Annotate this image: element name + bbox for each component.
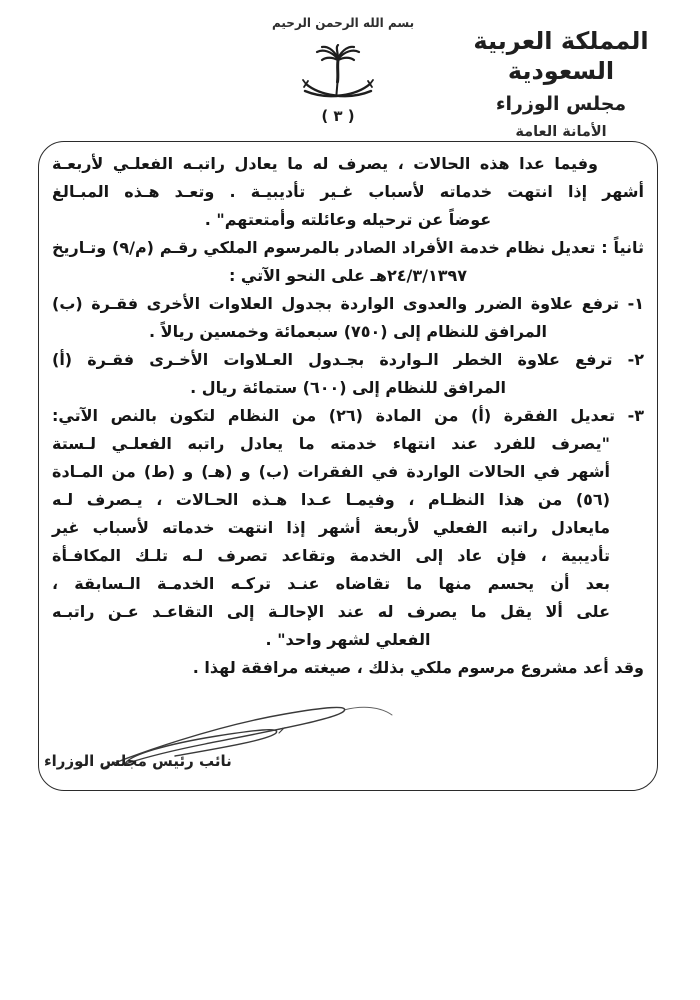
body-line-2: أشهر إذا انتهت خدماته لأسباب غـير تأديبيـة . وتعـد هـذه المبـالغ — [52, 182, 644, 201]
body-line-7: المرافق للنظام إلى (٧٥٠) سبعمائة وخمسين ريالاً . — [149, 322, 547, 341]
body-line-19: وقد أعد مشروع مرسوم ملكي بذلك ، صيغته مرافقة لهذا . — [192, 658, 644, 677]
body-line-3: عوضاً عن ترحيله وعائلته وأمتعتهم" . — [204, 210, 492, 229]
body-line-1: وفيما عدا هذه الحالات ، يصرف له ما يعادل راتبـه الفعلـي لأربعـة — [52, 154, 598, 173]
body-line-18: الفعلي لشهر واحد" . — [265, 630, 431, 649]
body-line-4: ثانياً : تعديل نظام خدمة الأفراد الصادر بالمرسوم الملكي رقـم (م/٩) وتـاريخ — [52, 238, 645, 257]
body-line-15: تأديبية ، فإن عاد إلى الخدمة وتقاعد تصرف لـه تلـك المكافـأة — [52, 546, 610, 565]
signatory-title: نائب رئيس مجلس الوزراء — [44, 752, 232, 770]
body-line-10: ٣- تعديل الفقرة (أ) من المادة (٢٦) من النظام لتكون بالنص الآتي: — [52, 406, 644, 425]
body-line-9: المرافق للنظام إلى (٦٠٠) ستمائة ريال . — [190, 378, 506, 397]
letterhead-secretariat-title: الأمانة العامة — [515, 124, 607, 140]
document-body — [52, 150, 644, 682]
body-line-11: "يصرف للفرد عند انتهاء خدمته ما يعادل راتبه الفعلـي لـستة — [52, 434, 610, 453]
body-line-5: ٢٤/٣/١٣٩٧هـ على النحو الآتي : — [228, 266, 468, 285]
letterhead — [428, 26, 694, 140]
bismillah-calligraphy: بسم الله الرحمن الرحيم — [272, 15, 415, 31]
body-line-16: بعد أن يحسم منها ما تقاضاه عنـد تركـه الخدمـة الـسابقة ، — [52, 574, 610, 593]
body-line-8: ٢- ترفع علاوة الخطر الـواردة بجـدول العـلاوات الأخـرى فقـرة (أ) — [52, 350, 644, 369]
body-line-14: مايعادل راتبه الفعلي لأربعة أشهر إذا انتهت خدماته لأسباب غير — [52, 518, 610, 537]
letterhead-council-title: مجلس الوزراء — [495, 93, 627, 115]
body-line-12: أشهر في الحالات الواردة في الفقرات (ب) و (هـ) و (ط) من المـادة — [52, 462, 610, 481]
page-number: ( ٣ ) — [321, 107, 355, 125]
body-line-17: على ألا يقل ما يصرف له عند الإحالـة إلى التقاعـد عـن راتبـه — [52, 602, 610, 621]
saudi-emblem-palm-swords-icon — [299, 44, 377, 108]
body-line-13: (٥٦) من هذا النظـام ، وفيمـا عـدا هـذه الحـالات ، يـصرف لـه — [52, 490, 610, 509]
body-line-6: ١- ترفع علاوة الضرر والعدوى الواردة بجدول العلاوات الأخرى فقـرة (ب) — [52, 294, 644, 313]
letterhead-kingdom-title: المملكة العربية السعودية — [473, 27, 649, 85]
